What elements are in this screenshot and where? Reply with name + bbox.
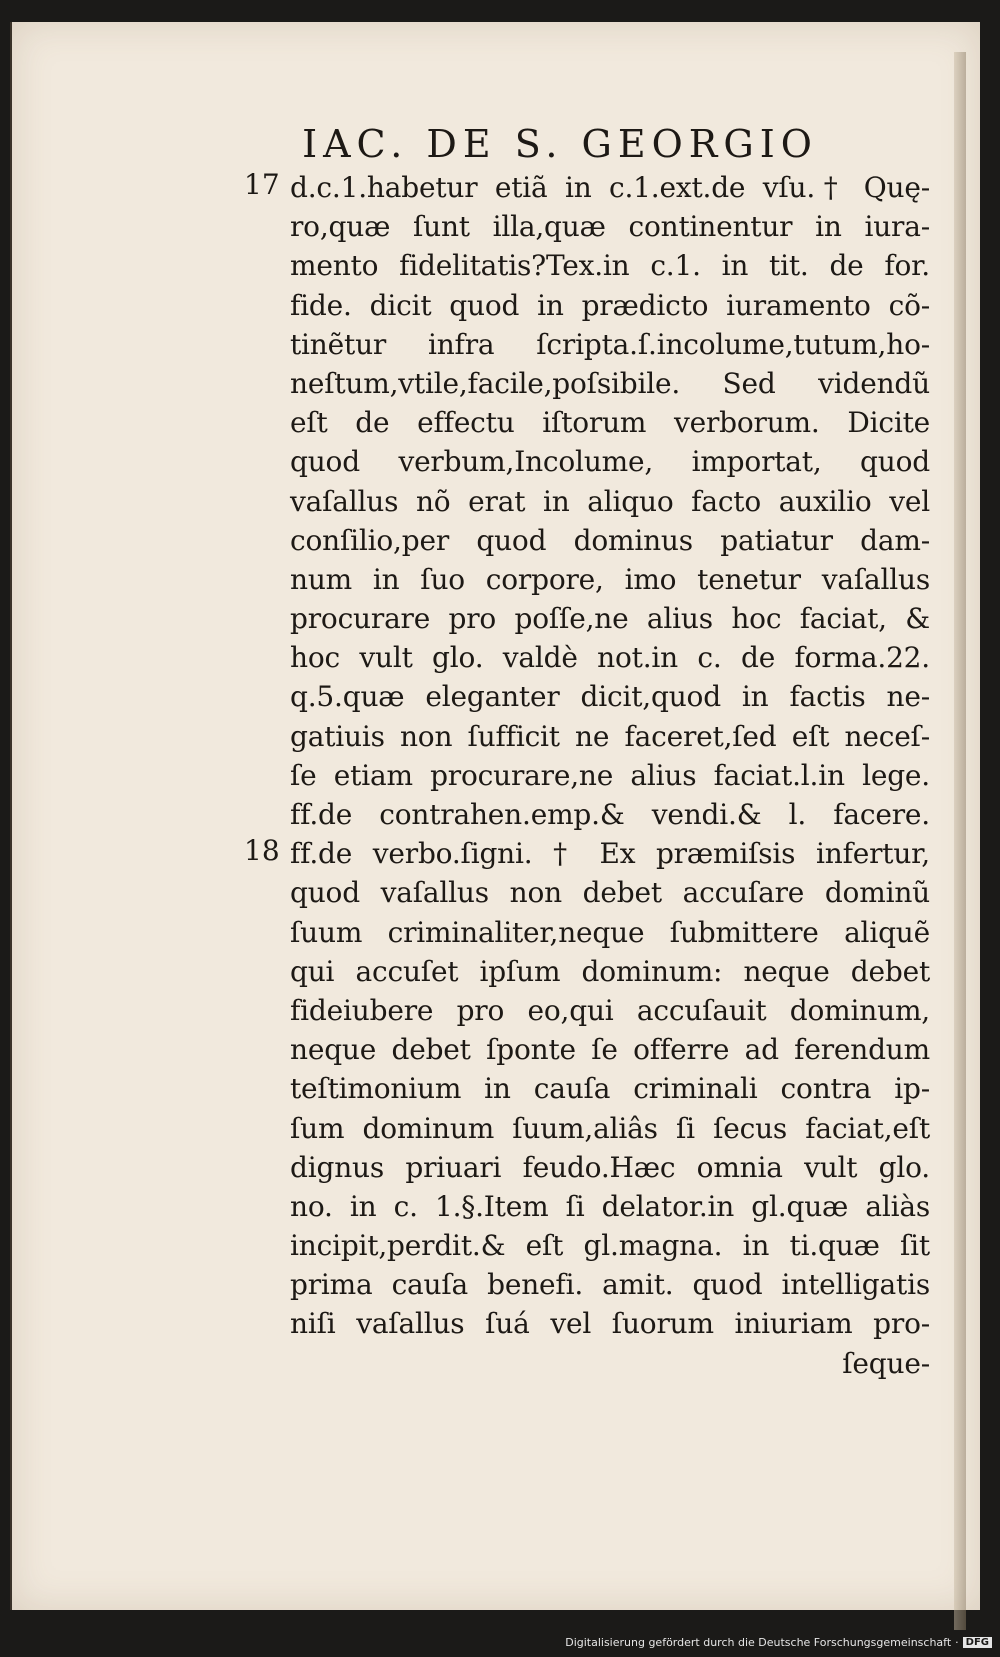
running-head: IAC. DE S. GEORGIO — [302, 122, 818, 166]
text-line: mento fidelitatis?Tex.in c.1. in tit. de for. — [290, 249, 930, 283]
text-line: quod vaſallus non debet accuſare dominũ — [290, 876, 930, 910]
text-line: num in ſuo corpore, imo tenetur vaſallus — [290, 562, 930, 596]
text-line: ſe etiam procurare,ne alius faciat.l.in lege. — [290, 758, 930, 792]
text-line: no. in c. 1.§.Item ſi delator.in gl.quæ aliàs — [290, 1189, 930, 1223]
text-line: d.c.1.habetur etiã in c.1.ext.de vſu.† Quę- — [290, 171, 930, 204]
margin-number-17: 17 — [244, 168, 280, 201]
catchword: ſeque- — [842, 1346, 930, 1380]
text-line: conſilio,per quod dominus patiatur dam- — [290, 523, 930, 557]
text-line: teſtimonium in cauſa criminali contra ip- — [290, 1072, 930, 1106]
credit-text: Digitalisierung gefördert durch die Deutsche Forschungsgemeinschaft — [565, 1636, 952, 1649]
text-line: procurare pro poſſe,ne alius hoc faciat, & — [290, 602, 930, 636]
text-line: niſi vaſallus ſuá vel ſuorum iniuriam pro- — [290, 1307, 930, 1341]
text-line: q.5.quæ eleganter dicit,quod in factis ne- — [290, 680, 930, 714]
text-line: hoc vult glo. valdè not.in c. de forma.22. — [290, 641, 930, 675]
text-line: ff.de verbo.ſigni. † Ex præmiſsis infertur, — [290, 837, 930, 871]
text-line: gatiuis non ſufficit ne faceret,ſed eſt neceſ- — [290, 719, 930, 753]
text-line: dignus priuari feudo.Hæc omnia vult glo. — [290, 1150, 930, 1184]
text-line: ſuum criminaliter,neque ſubmittere aliquẽ — [290, 915, 930, 949]
text-line: fide. dicit quod in prædicto iuramento cõ- — [290, 288, 930, 322]
text-line: ſum dominum ſuum,aliâs ſi ſecus faciat,eſt — [290, 1111, 930, 1145]
text-line: qui accuſet ipſum dominum: neque debet — [290, 954, 930, 988]
text-line: neſtum,vtile,facile,poſsibile. Sed videndũ — [290, 366, 930, 400]
body-text — [290, 168, 930, 1383]
dfg-logo: DFG — [963, 1637, 992, 1648]
text-line: eſt de effectu iſtorum verborum. Dicite — [290, 406, 930, 440]
text-line: incipit,perdit.& eſt gl.magna. in ti.quæ ſit — [290, 1229, 930, 1263]
text-line: neque debet ſponte ſe offerre ad ferendum — [290, 1033, 930, 1067]
text-line: ff.de contrahen.emp.& vendi.& l. facere. — [290, 798, 930, 831]
text-line: tinẽtur infra ſcripta.ſ.incolume,tutum,ho- — [290, 327, 930, 361]
text-line: ro,quæ ſunt illa,quæ continentur in iura- — [290, 210, 930, 244]
text-line: prima cauſa benefi. amit. quod intelligatis — [290, 1268, 930, 1302]
text-line: fideiubere pro eo,qui accuſauit dominum, — [290, 993, 930, 1027]
text-line: vaſallus nõ erat in aliquo facto auxilio vel — [290, 484, 930, 518]
text-line: quod verbum,Incolume, importat, quod — [290, 445, 930, 479]
page-edge — [954, 52, 966, 1630]
digitization-credit: Digitalisierung gefördert durch die Deutsche Forschungsgemeinschaft · DFG — [565, 1636, 992, 1649]
margin-number-18: 18 — [244, 834, 280, 867]
